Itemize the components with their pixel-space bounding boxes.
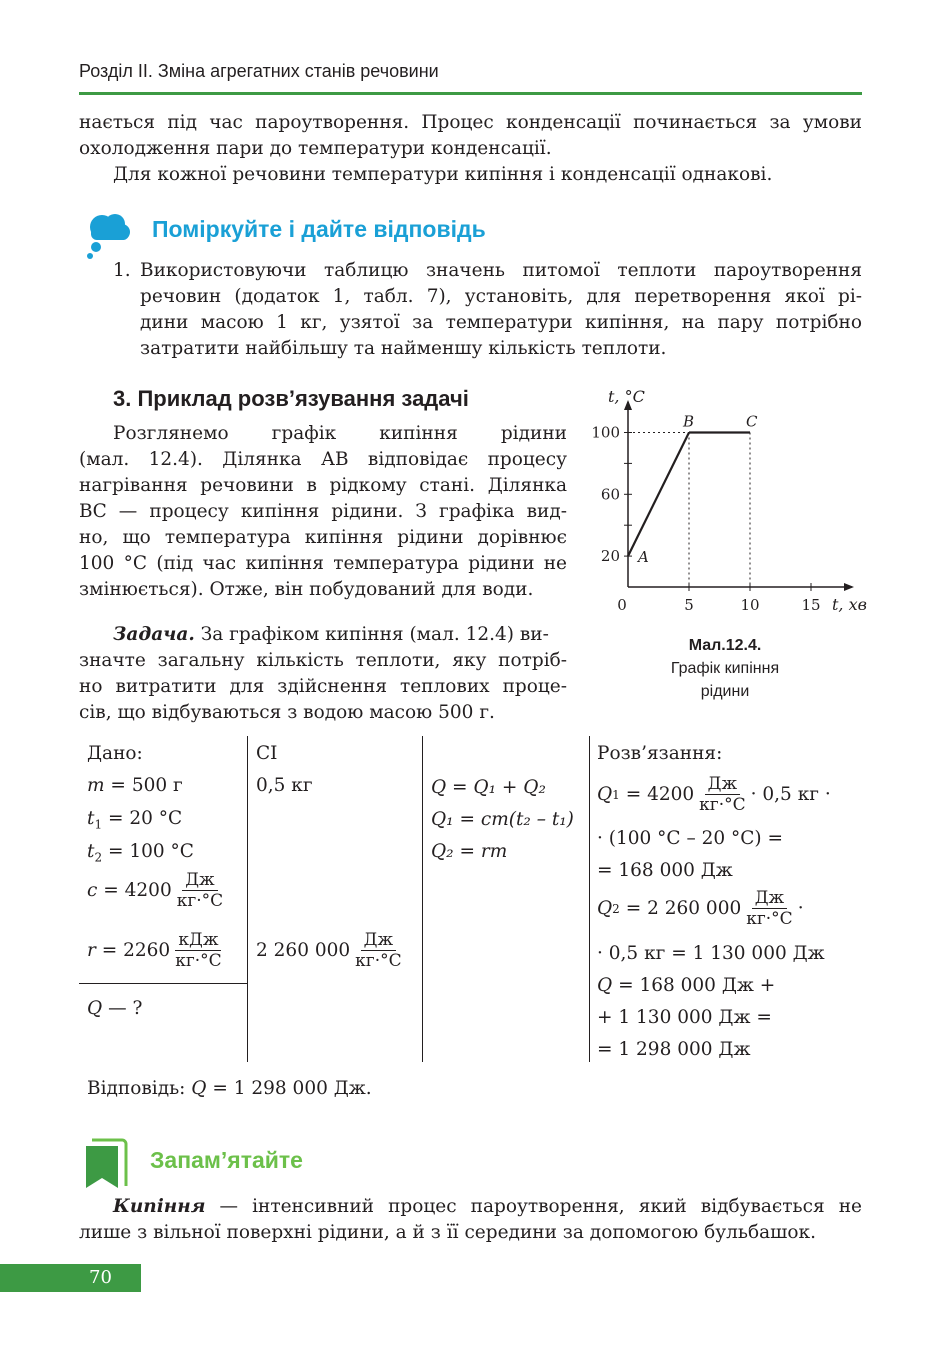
page-number: 70 — [89, 1267, 112, 1288]
intro-line: Для кожної речовини температури кипіння і конденсації однакові. — [113, 164, 773, 185]
y-axis-label: t, °C — [608, 387, 645, 406]
formula-q: Q = Q₁ + Q₂ — [431, 777, 546, 798]
given-c: c = 4200 $\frac{Дж}{кг\cdot^\circ С}$ — [87, 870, 224, 911]
example-line: змінюється). Отже, він побудований для води. — [79, 579, 534, 600]
intro-line: нається під час пароутворення. Процес конденсації починається за умови — [79, 112, 862, 133]
solution-line: · (100 °С – 20 °С) = — [597, 828, 784, 849]
example-line: ВС — процесу кипіння рідини. З графіка вид- — [79, 501, 567, 522]
x-axis-label: t, хв — [832, 595, 867, 614]
task-line: значте загальну кількість теплоти, яку потріб- — [79, 650, 567, 671]
remember-line: лише з вільної поверхні рідини, а й з її середини за допомогою бульбашок. — [79, 1222, 816, 1243]
task-text: За графіком кипіння (мал. 12.4) ви- — [194, 624, 549, 645]
solution-line: = 1 298 000 Дж — [597, 1039, 751, 1060]
si-m: 0,5 кг — [256, 775, 313, 796]
page-number-bar — [0, 1264, 141, 1292]
given-m: m = 500 г — [87, 775, 183, 796]
solution-line: Q 2 = 2 260 000 $\frac{Дж}{кг\cdot^\circ С}$ · — [597, 888, 804, 929]
header-rule — [79, 92, 862, 95]
formula-q2: Q₂ = rm — [431, 841, 508, 862]
figure-caption-text: рідини — [700, 683, 750, 700]
example-line: но, що температура кипіння рідини дорівнює — [79, 527, 567, 548]
question-number: 1. — [113, 260, 131, 281]
question-line: затратити найбільшу та найменшу кількість теплоти. — [140, 338, 667, 359]
point-label: B — [683, 412, 695, 431]
solution-line: Q 1 = 4200 $\frac{Дж}{кг\cdot^\circ С}$ · 0,5 кг · — [597, 774, 831, 815]
task-line: но витратити для здійснення теплових проце- — [79, 676, 567, 697]
question-line: Використовуючи таблицю значень питомої теплоти пароутворення — [140, 260, 862, 281]
given-t2: $t_2 = 100$ °C — [87, 841, 194, 865]
si-header: СІ — [256, 743, 278, 764]
y-tick-label: 20 — [600, 547, 620, 566]
example-line: 100 °С (під час кипіння температура рідини не — [79, 553, 567, 574]
solution-header: Розв’язання: — [597, 743, 723, 764]
solution-line: · 0,5 кг = 1 130 000 Дж — [597, 943, 825, 964]
remember-line: Кипіння — інтенсивний процес пароутворення, який відбувається не — [113, 1196, 862, 1217]
y-tick-label: 100 — [591, 423, 620, 442]
figure-caption-number: Мал.12.4. — [688, 637, 762, 654]
solution-line: = 168 000 Дж — [597, 860, 733, 881]
si-r: 2 260 000 $\frac{Дж}{кг\cdot^\circ С}$ — [256, 930, 402, 971]
table-divider — [79, 983, 247, 984]
y-tick-label: 60 — [600, 485, 620, 504]
solution-line: Q = 168 000 Дж + — [597, 975, 776, 996]
given-find: Q — ? — [87, 998, 143, 1019]
table-divider — [422, 736, 423, 1062]
think-title: Поміркуйте і дайте відповідь — [152, 216, 486, 242]
answer: Відповідь: Q = 1 298 000 Дж. — [87, 1078, 372, 1099]
given-t1: $t_1 = 20$ °C — [87, 808, 183, 832]
bookmark-icon — [84, 1138, 128, 1190]
example-line: (мал. 12.4). Ділянка АВ відповідає процесу — [79, 449, 567, 470]
task-first-line — [113, 622, 567, 648]
given-header: Дано: — [87, 743, 143, 764]
example-line: нагрівання речовини в рідкому стані. Ділянка — [79, 475, 567, 496]
task-label: Задача. — [113, 624, 195, 645]
solution-line: + 1 130 000 Дж = — [597, 1007, 772, 1028]
table-divider — [589, 736, 590, 1062]
cloud-thought-icon — [82, 210, 132, 260]
question-line: речовин (додаток 1, табл. 7), установіть, для перетворення якої рі- — [140, 286, 862, 307]
formula-q1: Q₁ = cm(t₂ – t₁) — [431, 809, 574, 830]
point-label: A — [638, 548, 649, 567]
point-label: C — [746, 412, 758, 431]
x-tick-label: 0 — [617, 596, 627, 614]
question-line: дини масою 1 кг, узятої за температури кипіння, на пару потрібно — [140, 312, 862, 333]
data-segment — [628, 433, 689, 557]
x-axis-arrow — [844, 583, 854, 591]
section-title: Розділ ІІ. Зміна агрегатних станів речовини — [79, 61, 439, 81]
task-line: сів, що відбуваються з водою масою 500 г. — [79, 702, 495, 723]
boiling-chart — [580, 380, 890, 620]
x-tick-label: 10 — [740, 596, 760, 614]
table-divider — [247, 736, 248, 1062]
given-r: r = 2260 $\frac{\text{кДж}}{кг\cdot^\circ С}$ — [87, 930, 222, 971]
remember-title: Запам’ятайте — [150, 1147, 303, 1173]
figure-caption-text: Графік кипіння — [670, 660, 780, 677]
example-heading: 3. Приклад розв’язування задачі — [113, 386, 469, 411]
x-tick-label: 5 — [684, 596, 694, 614]
x-tick-label: 15 — [801, 596, 821, 614]
intro-line: охолодження пари до температури конденсації. — [79, 138, 552, 159]
example-line: Розглянемо графік кипіння рідини — [113, 423, 567, 444]
